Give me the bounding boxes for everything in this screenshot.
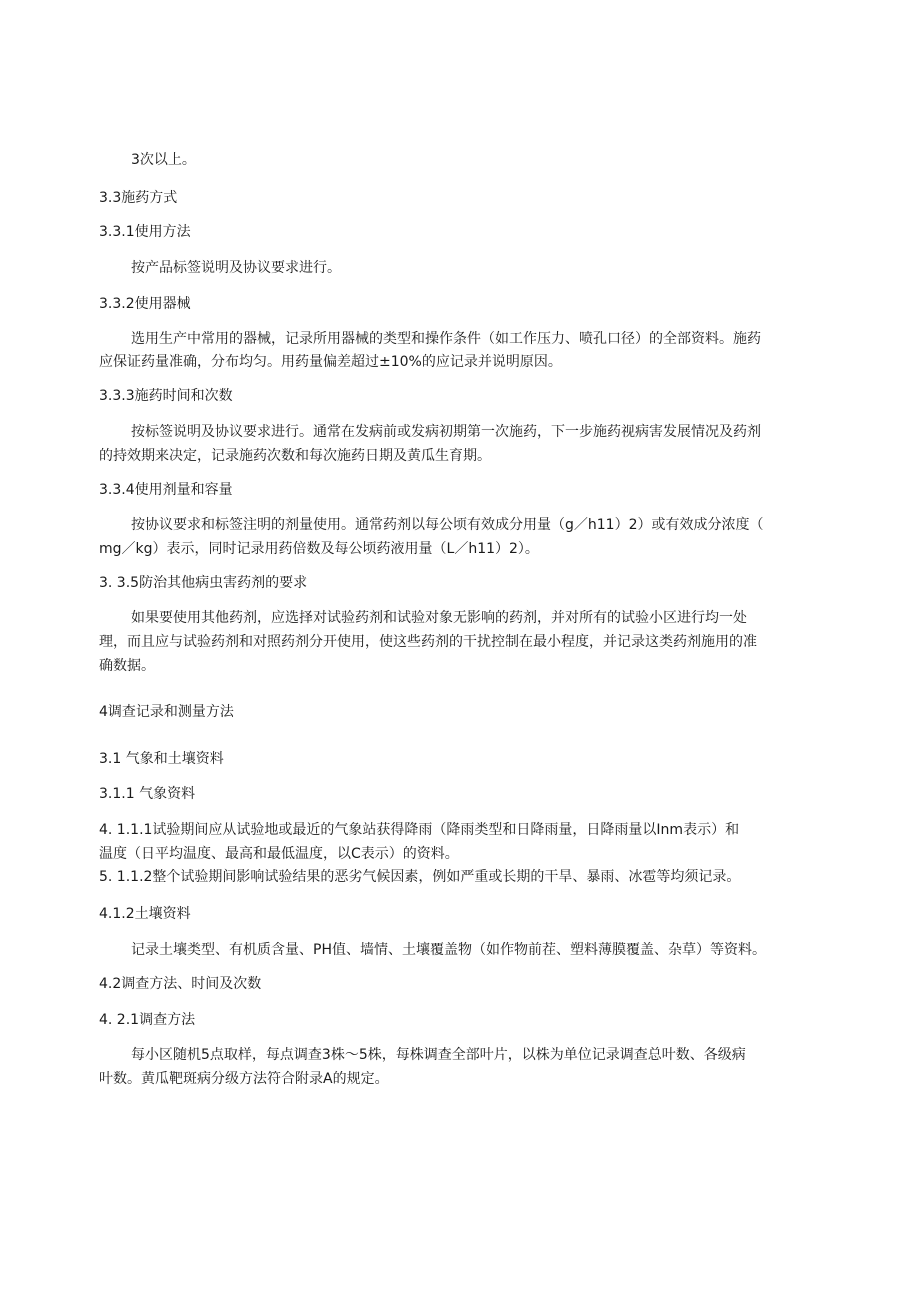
paragraph-line: 叶数。黄瓜靶斑病分级方法符合附录A的规定。	[99, 1071, 389, 1087]
numbered-paragraph: 4. 1.1.1试验期间应从试验地或最近的气象站获得降雨（降雨类型和日降雨量，日降雨量以Inm表示）和	[99, 822, 740, 838]
paragraph-line: 的持效期来决定，记录施药次数和每次施药日期及黄瓜生育期。	[99, 448, 491, 464]
paragraph-line: 如果要使用其他药剂，应选择对试验药剂和试验对象无影响的药剂，并对所有的试验小区进行均一处	[131, 610, 747, 626]
section-heading-4-2-1: 4. 2.1调查方法	[99, 1012, 196, 1028]
section-heading-3-3: 3.3施药方式	[99, 190, 178, 206]
paragraph-line: 温度（日平均温度、最高和最低温度，以C表示）的资料。	[99, 846, 459, 862]
paragraph-line: 选用生产中常用的器械，记录所用器械的类型和操作条件（如工作压力、喷孔口径）的全部资料。施药	[131, 331, 761, 347]
paragraph-line: 确数据。	[99, 658, 155, 674]
paragraph-line: 每小区随机5点取样，每点调查3株～5株，每株调查全部叶片，以株为单位记录调查总叶数、各级病	[131, 1047, 746, 1063]
paragraph-line: 按协议要求和标签注明的剂量使用。通常药剂以每公顷有效成分用量（g／h11）2）或有效成分浓度（	[131, 517, 764, 533]
section-heading-3-3-3: 3.3.3施药时间和次数	[99, 388, 233, 404]
section-heading-3-3-4: 3.3.4使用剂量和容量	[99, 482, 233, 498]
paragraph-line: 应保证药量准确，分布均匀。用药量偏差超过±10%的应记录并说明原因。	[99, 354, 562, 370]
section-heading-4-1-2: 4.1.2土壤资料	[99, 906, 191, 922]
paragraph-line: 按产品标签说明及协议要求进行。	[131, 260, 341, 276]
section-heading-3-3-1: 3.3.1使用方法	[99, 224, 191, 240]
section-heading-3-3-5: 3. 3.5防治其他病虫害药剂的要求	[99, 575, 308, 591]
paragraph-line: 理，而且应与试验药剂和对照药剂分开使用，使这些药剂的干扰控制在最小程度，并记录这类药剂施用的准	[99, 634, 757, 650]
section-heading-3-3-2: 3.3.2使用器械	[99, 296, 191, 312]
chapter-heading-4: 4调查记录和测量方法	[99, 704, 234, 720]
paragraph-line: 按标签说明及协议要求进行。通常在发病前或发病初期第一次施药，下一步施药视病害发展情况及药剂	[131, 424, 761, 440]
section-heading-4-2: 4.2调查方法、时间及次数	[99, 976, 262, 992]
section-heading-3-1: 3.1 气象和土壤资料	[99, 751, 224, 767]
paragraph-line: 3次以上。	[131, 152, 196, 168]
section-heading-3-1-1: 3.1.1 气象资料	[99, 786, 196, 802]
paragraph-line: mg／kg）表示，同时记录用药倍数及每公顷药液用量（L／h11）2）。	[99, 541, 539, 557]
paragraph-line: 记录土壤类型、有机质含量、PH值、墙情、土壤覆盖物（如作物前茬、塑料薄膜覆盖、杂草）等资料。	[131, 942, 766, 958]
numbered-paragraph: 5. 1.1.2整个试验期间影响试验结果的恶劣气候因素，例如严重或长期的干旱、暴雨、冰雹等均须记录。	[99, 869, 741, 885]
